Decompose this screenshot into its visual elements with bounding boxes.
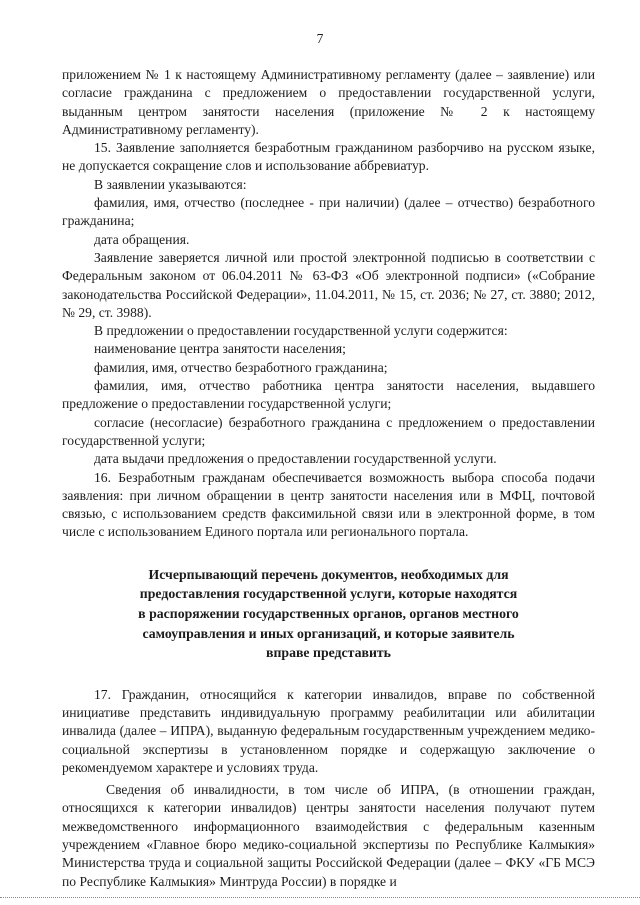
paragraph-disability-info: Сведения об инвалидности, в том числе об ИПРА, (в отношении граждан, относящихся к категории инвалидов) центры занятости населения получают путем межведомственного информационного взаимодействия с федеральным казенным учреждением «Главное бюро медико-социальной экспертизы по Республике Калмыкия» Министерства труда и социальной защиты Российской Федерации (далее – ФКУ «ГБ МСЭ по Республике Калмыкия» Минтруда России) в порядке и: [62, 782, 595, 889]
paragraph-application-contents: В заявлении указываются:: [94, 176, 247, 192]
list-item-full-name: фамилия, имя, отчество (последнее - при наличии) (далее – отчество) безработного гражданина;: [62, 195, 595, 229]
paragraph-continuation: приложением № 1 к настоящему Административному регламенту (далее – заявление) или согласие гражданина с предложением о предоставлении государственной услуги, выданным центром занятости населения (приложение № 2 к настоящему Административному регламенту).: [62, 67, 595, 137]
list-item-issue-date: дата выдачи предложения о предоставлении государственной услуги.: [94, 451, 497, 467]
list-item-date: дата обращения.: [94, 231, 190, 247]
paragraph-clause-15: 15. Заявление заполняется безработным гражданином разборчиво на русском языке, не допускается сокращение слов и использование аббревиатур.: [62, 140, 595, 174]
page-bottom-divider: [0, 897, 640, 898]
heading-line: в распоряжении государственных органов, органов местного: [138, 605, 519, 621]
heading-line: Исчерпывающий перечень документов, необходимых для: [148, 566, 509, 582]
paragraph-clause-16: 16. Безработным гражданам обеспечивается возможность выбора способа подачи заявления: при личном обращении в центр занятости населения или в МФЦ, почтовой связью, с использованием средств факсимильной связи или в электронной форме, в том числе с использованием Единого портала или регионального портала.: [62, 469, 595, 540]
list-item-consent: согласие (несогласие) безработного гражданина с предложением о предоставлении государственной услуги;: [62, 414, 595, 448]
section-heading: [62, 565, 595, 663]
page-number: 7: [316, 31, 324, 46]
paragraph-signature: Заявление заверяется личной или простой электронной подписью в соответствии с Федеральным законом от 06.04.2011 № 63-ФЗ «Об электронной подписи» («Собрание законодательства Российской Федерации», 11.04.2011, № 15, ст. 2036; № 27, ст. 3880; 2012, № 29, ст. 3988).: [62, 249, 595, 320]
list-item-employee-name: фамилия, имя, отчество работника центра занятости населения, выдавшего предложение о предоставлении государственной услуги;: [62, 378, 595, 412]
paragraph-offer-contents: В предложении о предоставлении государственной услуги содержится:: [94, 323, 508, 339]
heading-line: вправе представить: [266, 645, 391, 661]
paragraph-clause-17: 17. Гражданин, относящийся к категории инвалидов, вправе по собственной инициативе представить индивидуальную программу реабилитации или абилитации инвалида (далее – ИПРА), выданную федеральным государственным учреждением медико-социальной экспертизы в установленном порядке и содержащую заключение о рекомендуемом характере и условиях труда.: [62, 686, 595, 775]
document-body: [62, 66, 595, 891]
heading-line: предоставления государственной услуги, которые находятся: [139, 586, 518, 602]
list-item-center-name: наименование центра занятости населения;: [94, 341, 346, 357]
heading-line: самоуправления и иных организаций, и которые заявитель: [142, 625, 515, 641]
list-item-citizen-name: фамилия, имя, отчество безработного гражданина;: [94, 359, 388, 375]
